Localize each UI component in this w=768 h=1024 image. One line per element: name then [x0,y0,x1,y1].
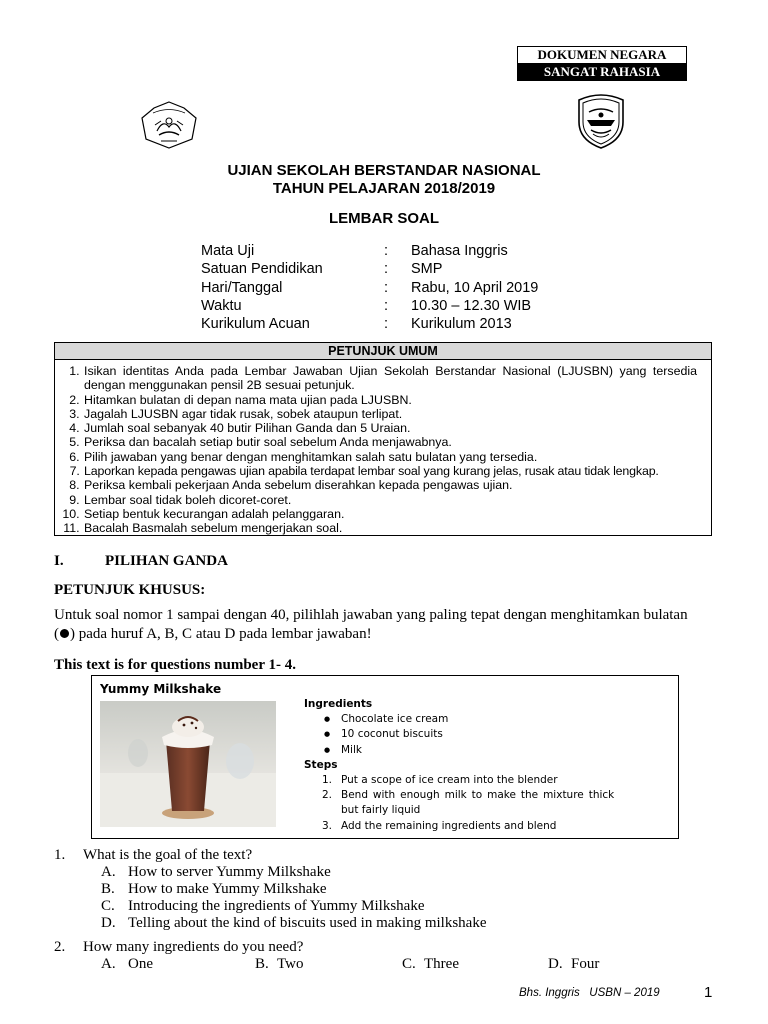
steps-list [304,773,624,834]
info-row-curriculum [201,315,538,333]
question-2-option-b-letter: B. [255,956,269,972]
question-2-option-c: Three [424,956,459,972]
section-title: PILIHAN GANDA [105,553,228,569]
recipe-details [304,697,624,834]
ingredient-item: ● 10 coconut biscuits [304,727,624,742]
academic-year-title: TAHUN PELAJARAN 2018/2019 [272,180,496,197]
instruction-item: 5. Periksa dan bacalah setiap butir soal sebelum Anda menjawabnya. [83,435,697,449]
info-label: Waktu [201,297,242,314]
step-number: 2. [322,789,333,802]
question-1-option-b-letter: B. [101,881,115,897]
info-separator: : [384,279,389,296]
info-label: Satuan Pendidikan [201,261,323,278]
info-label: Hari/Tanggal [201,279,283,296]
special-instructions-line-1: Untuk soal nomor 1 sampai dengan 40, pilihlah jawaban yang paling tepat dengan menghitamkan bulatan [54,607,688,623]
question-2-option-d-letter: D. [548,956,563,972]
step-text: but fairly liquid [341,804,421,817]
ingredients-heading: Ingredients [304,698,373,710]
instruction-item: 7. Laporkan kepada pengawas ujian apabila terdapat lembar soal yang kurang jelas, rusak atau tidak lengkap. [83,464,697,478]
instruction-item: 8. Periksa kembali pekerjaan Anda sebelum diserahkan kepada pengawas ujian. [83,478,697,492]
info-value: Rabu, 10 April 2019 [411,279,539,296]
instruction-item: 3. Jagalah LJUSBN agar tidak rusak, sobek ataupun terlipat. [83,407,697,421]
recipe-text-box [91,675,679,839]
step-item [304,819,624,834]
exam-info-table [201,242,538,333]
ingredients-list [304,712,624,758]
milkshake-photo [100,701,276,827]
section-number: I. [54,553,64,569]
ingredient-item: ● Chocolate ice cream [304,712,624,727]
step-text: Bend with enough milk to make the mixture thick [341,789,615,802]
question-1-option-a: How to server Yummy Milkshake [128,864,331,880]
question-1-option-c-letter: C. [101,898,115,914]
question-2-number: 2. [54,939,66,955]
filled-circle-icon [60,629,69,638]
page-number: 1 [704,984,713,1001]
info-label: Kurikulum Acuan [201,316,310,333]
instruction-item: 1. Isikan identitas Anda pada Lembar Jawaban Ujian Sekolah Berstandar Nasional (LJUSBN) yang tersedia dengan menggunakan pensil 2B sesuai petunjuk. [83,364,697,393]
document-classification-stamp [517,46,687,81]
step-item [304,773,624,788]
question-1-number: 1. [54,847,66,863]
question-1-option-b: How to make Yummy Milkshake [128,881,327,897]
instruction-item: 2. Hitamkan bulatan di depan nama mata ujian pada LJUSBN. [83,393,697,407]
info-separator: : [384,261,389,278]
info-separator: : [384,297,389,314]
exam-title: UJIAN SEKOLAH BERSTANDAR NASIONAL [227,162,541,179]
question-1-option-a-letter: A. [101,864,116,880]
text-intro: This text is for questions number 1- 4. [54,657,296,673]
info-row-subject [201,242,538,260]
step-item [304,803,624,818]
instruction-item: 6. Pilih jawaban yang benar dengan menghitamkan salah satu bulatan yang tersedia. [83,450,697,464]
info-row-time [201,297,538,315]
regional-emblem-logo [575,92,627,150]
instruction-item: 9. Lembar soal tidak boleh dicoret-coret. [83,493,697,507]
paren-open: ( [54,626,59,642]
question-2-option-a-letter: A. [101,956,116,972]
question-2-text: How many ingredients do you need? [83,939,304,955]
stamp-line-2: SANGAT RAHASIA [518,63,686,80]
recipe-title: Yummy Milkshake [100,682,222,696]
question-1-text: What is the goal of the text? [83,847,253,863]
info-row-date [201,279,538,297]
special-instructions-tail: ) pada huruf A, B, C atau D pada lembar jawaban! [70,626,372,642]
steps-heading: Steps [304,758,338,771]
instruction-item: 10. Setiap bentuk kecurangan adalah pelanggaran. [83,507,697,521]
step-number: 3. [322,819,333,832]
question-1-option-c: Introducing the ingredients of Yummy Milkshake [128,898,425,914]
step-text: Add the remaining ingredients and blend [341,819,557,832]
tut-wuri-handayani-logo [139,101,199,149]
info-value: Bahasa Inggris [411,243,508,259]
instruction-item: 11. Bacalah Basmalah sebelum mengerjakan soal. [83,521,697,535]
step-number: 1. [322,774,333,787]
info-separator: : [384,316,389,333]
info-value: Kurikulum 2013 [411,316,512,333]
ingredient-item: ● Milk [304,743,624,758]
info-value: 10.30 – 12.30 WIB [411,297,532,314]
step-text: Put a scope of ice cream into the blender [341,774,558,787]
question-2-option-d: Four [571,956,600,972]
instruction-item: 4. Jumlah soal sebanyak 40 butir Pilihan Ganda dan 5 Uraian. [83,421,697,435]
special-instructions-heading: PETUNJUK KHUSUS: [54,582,206,598]
question-2-option-b: Two [277,956,304,972]
question-1-option-d-letter: D. [101,915,116,931]
general-instructions-box [54,342,712,536]
special-instructions-line-2 [54,626,372,643]
info-separator: : [384,243,389,259]
question-2-option-c-letter: C. [402,956,416,972]
step-item [304,788,624,803]
general-instructions-list [55,360,711,536]
question-1-option-d: Telling about the kind of biscuits used in making milkshake [128,915,487,931]
sheet-title: LEMBAR SOAL [329,210,439,227]
stamp-line-1: DOKUMEN NEGARA [518,47,686,63]
footer-label: Bhs. Inggris USBN – 2019 [519,987,660,999]
info-row-school-level [201,260,538,278]
general-instructions-heading: PETUNJUK UMUM [55,343,711,360]
question-2-option-a: One [128,956,153,972]
info-label: Mata Uji [201,243,255,259]
info-value: SMP [411,261,443,278]
